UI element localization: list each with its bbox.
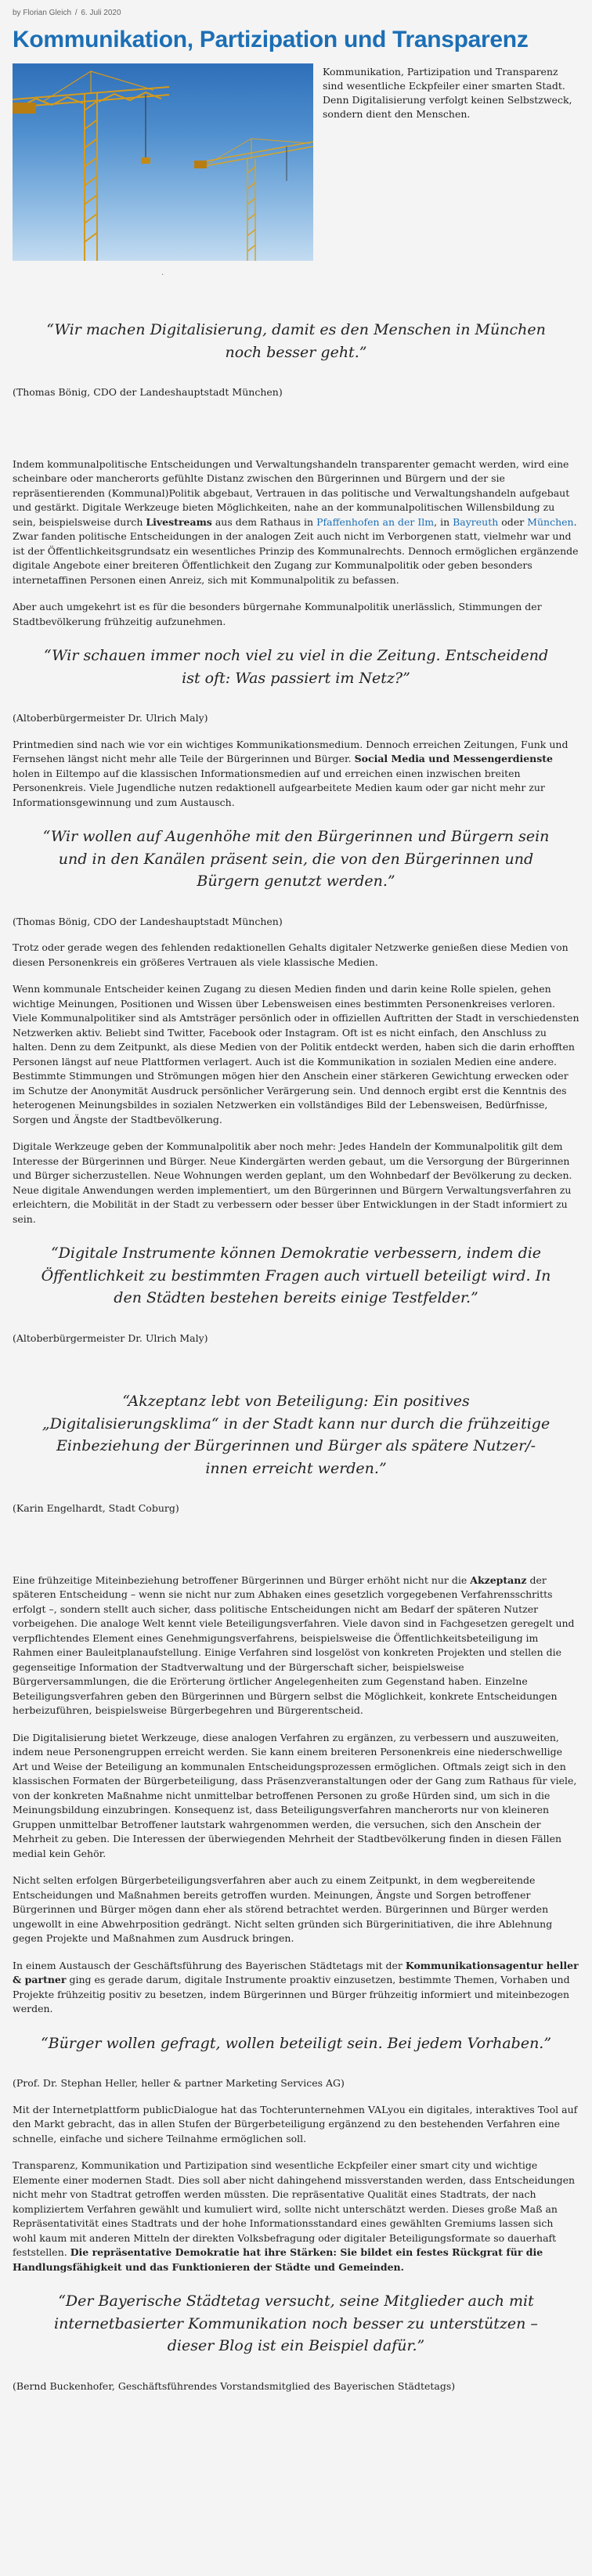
paragraph: Transparenz, Kommunikation und Partizipation sind wesentliche Eckpfeiler einer smart city und wichtige Elemente einer modernen Stadt. Dies soll aber nicht dahingehend missverstanden werden, dass Entscheidungen nicht mehr von Stadtrat getroffen werden müssten. Die repräsentative Qualität eines Stadtrats, der nach kompliziertem Verfahren gewählt und kumuliert wird, sollte nicht unterschätzt werden. Dieses große Maß an Repräsentativität eines Stadtrats und der hohe Informationsstandard eines gewählten Gremiums lassen sich wohl kaum mit anderen Mitteln der direkten Volksbefragung oder digitaler Beteiligungsformate so dauerhaft feststellen. Die repräsentative Demokratie hat ihre Stärken: Sie bildet ein festes Rückgrat für die Handlungsfähigkeit und das Funktionieren der Städte und Gemeinden.	[13, 2159, 576, 2273]
pull-quote: “Bürger wollen gefragt, wollen beteiligt sein. Bei jedem Vorhaben.”	[40, 2034, 552, 2052]
pull-quote: “Akzeptanz lebt von Beteiligung: Ein positives „Digitalisierungsklima“ in der Stadt kann nur durch die frühzeitige Einbeziehung der Bürgerinnen und Bürger als spätere Nutzer/-innen erreicht werden.”	[42, 1393, 550, 1477]
paragraph: Nicht selten erfolgen Bürgerbeteiligungsverfahren aber auch zu einem Zeitpunkt, in dem wegbereitende Entscheidungen und Maßnahmen bereits getroffen wurden. Meinungen, Ängste und Sorgen betroffener Bürgerinnen und Bürger mögen dann eher als störend betrachtet werden. Bürgerinnen und Bürger werden ungewollt in eine Abwehrposition gedrängt. Nicht selten gründen sich Bürgerinitiativen, die ihre Ablehnung gegen Projekte und Maßnahmen zum Ausdruck bringen.	[13, 1874, 553, 1944]
publish-date: 6. Juli 2020	[81, 9, 121, 17]
quote-attribution: (Altoberbürgermeister Dr. Ulrich Maly)	[13, 712, 208, 724]
intro-text: Kommunikation, Partizipation und Transparenz sind wesentliche Eckpfeiler einer smarten Stadt. Denn Digitalisierung verfolgt keinen Selbstzweck, sondern dient den Menschen.	[323, 66, 572, 121]
quote-attribution: (Prof. Dr. Stephan Heller, heller & partner Marketing Services AG)	[13, 2077, 345, 2089]
byline-separator: /	[74, 9, 78, 17]
quote-attribution: (Karin Engelhardt, Stadt Coburg)	[13, 1502, 179, 1514]
quote-attribution: (Bernd Buckenhofer, Geschäftsführendes Vorstandsmitglied des Bayerischen Städtetags)	[13, 2379, 456, 2392]
pull-quote: “Wir machen Digitalisierung, damit es den Menschen in München noch besser geht.”	[46, 321, 546, 361]
quote-attribution: (Altoberbürgermeister Dr. Ulrich Maly)	[13, 1331, 208, 1344]
paragraph: Printmedien sind nach wie vor ein wichtiges Kommunikationsmedium. Dennoch erreichen Zeitungen, Funk und Fernsehen längst nicht mehr alle Teile der Bürgerinnen und Bürger. Social Media und Messengerdienste holen in Eiltempo auf die klassischen Informationsmedien auf und erreichen einen inzwischen breiten Personenkreis. Viele Jugendliche nutzen redaktionell aufgearbeitete Medien kaum oder gar nicht mehr zur Informationsgewinnung und zum Austausch.	[13, 738, 569, 808]
pull-quote: “Digitale Instrumente können Demokratie verbessern, indem die Öffentlichkeit zu bestimmten Fragen auch virtuell beteiligt wird. In den Städten bestehen bereits einige Testfelder.”	[41, 1245, 551, 1306]
paragraph: Digitale Werkzeuge geben der Kommunalpolitik aber noch mehr: Jedes Handeln der Kommunalpolitik gilt dem Interesse der Bürgerinnen und Bürger. Neue Kindergärten werden gebaut, um die Versorgung der Bürgerinnen und Bürger sicherzustellen. Neue Wohnungen werden geplant, um den Wohnbedarf der Bevölkerung zu decken. Neue digitale Anwendungen werden implementiert, um den Bürgerinnen und Bürgern Verwaltungsverfahren zu erleichtern, die Mobilität in der Stadt zu verbessern oder besser über Entwicklungen in der Stadt informiert zu sein.	[13, 1140, 572, 1225]
hero-image	[13, 63, 313, 261]
byline	[13, 0, 579, 17]
pull-quote: “Wir wollen auf Augenhöhe mit den Bürgerinnen und Bürgern sein und in den Kanälen präsent sein, die von den Bürgerinnen und Bürgern genutzt werden.”	[42, 828, 550, 890]
link-muenchen[interactable]: München	[527, 515, 574, 528]
pull-quote: “Der Bayerische Städtetag versucht, seine Mitglieder auch mit internetbasierter Kommunikation noch besser zu unterstützen – dieser Blog ist ein Beispiel dafür.”	[54, 2292, 538, 2354]
paragraph: Die Digitalisierung bietet Werkzeuge, diese analogen Verfahren zu ergänzen, zu verbessern und auszuweiten, indem neue Personengruppen erreicht werden. Sie kann einem breiteren Personenkreis eine niederschwellige Art und Weise der Beteiligung an kommunalen Entscheidungsprozessen ermöglichen. Oftmals zeigt sich in den klassischen Formaten der Bürgerbeteiligung, dass Präsenzveranstaltungen oder der Gang zum Rathaus für viele, von der konkreten Maßnahme nicht unmittelbar betroffenen Personen zu große Hürden sind, um sich in die Meinungsbildung einzubringen. Konsequenz ist, dass Beteiligungsverfahren mancherorts nur von kleineren Gruppen unmittelbar Betroffener lautstark wahrgenommen werden, die versuchen, sich den Anschein der Mehrheit zu geben. Die Interessen der überwiegenden Mehrheit der Stadtbevölkerung finden in diesen Fällen medial kein Gehör.	[13, 1731, 577, 1859]
paragraph: Aber auch umgekehrt ist es für die besonders bürgernahe Kommunalpolitik unerlässlich, Stimmungen der Stadtbevölkerung frühzeitig aufzunehmen.	[13, 601, 542, 627]
page-title: Kommunikation, Partizipation und Transparenz	[13, 27, 529, 52]
article	[13, 0, 579, 2393]
link-pfaffenhofen[interactable]: Pfaffenhofen an der Ilm	[316, 515, 435, 528]
paragraph: Wenn kommunale Entscheider keinen Zugang zu diesen Medien finden und darin keine Rolle spielen, gehen wichtige Meinungen, Positionen und Wissen über Lebensweisen eines bestimmten Personenkreises verloren. Viele Kommunalpolitiker sind als Amtsträger persönlich oder in offiziellen Auftritten der Stadt in verschiedensten Netzwerken aktiv. Beliebt sind Twitter, Facebook oder Instagram. Oft ist es nicht einfach, den Anschluss zu halten. Denn zu dem Zeitpunkt, als diese Medien von der Politik entdeckt werden, haben sich die darin erhofften Personen längst auf neue Plattformen verlagert. Auch ist die Kommunikation in sozialen Medien eine andere. Bestimmte Stimmungen und Strömungen mögen hier den Anschein einer stärkeren Gewichtung erwecken oder im Schutze der Anonymität Ausdruck persönlicher Verärgerung sein. Und dennoch ergibt erst die Kenntnis des heterogenen Meinungsbildes in sozialen Netzwerken ein vollständiges Bild der Lebensweisen, Bedürfnisse, Sorgen und Ängste der Stadtbevölkerung.	[13, 983, 579, 1125]
paragraph: Trotz oder gerade wegen des fehlenden redaktionellen Gehalts digitaler Netzwerke genießen diese Medien von diesen Personenkreis ein größeres Vertrauen als viele klassische Medien.	[13, 941, 569, 968]
quote-attribution: (Thomas Bönig, CDO der Landeshauptstadt München)	[13, 915, 283, 927]
image-caption: .	[161, 269, 164, 277]
pull-quote: “Wir schauen immer noch viel zu viel in die Zeitung. Entscheidend ist oft: Was passiert im Netz?”	[43, 647, 549, 687]
paragraph: Mit der Internetplattform publicDialogue hat das Tochterunternehmen VALyou ein digitales, interaktives Tool auf den Markt gebracht, das in allen Stufen der Bürgerbeteiligung ergänzend zu den bestehenden Verfahren eine schnelle, einfache und sichere Teilnahme ermöglichen soll.	[13, 2103, 578, 2144]
quote-attribution: (Thomas Bönig, CDO der Landeshauptstadt München)	[13, 386, 283, 398]
intro-section	[13, 63, 579, 261]
paragraph: Eine frühzeitige Miteinbeziehung betroffener Bürgerinnen und Bürger erhöht nicht nur die Akzeptanz der späteren Entscheidung – wenn sie nicht nur zum Abhaken eines gesetzlich vorgegebenen Verfahrensschritts erfolgt –, sondern stellt auch sicher, dass politische Entscheidungen nicht am Bedarf der späteren Nutzer vorbeigehen. Die analoge Welt kennt viele Beteiligungsverfahren. Viele davon sind in Fachgesetzen geregelt und verpflichtendes Element eines Genehmigungsverfahrens, beispielsweise die Öffentlichkeitsbeteiligung im Rahmen einer Bauleitplanaufstellung. Einige Verfahren sind losgelöst von konkreten Projekten und stellen die gegenseitige Information der Stadtverwaltung und der Bürgerschaft sicher, beispielsweise Bürgerversammlungen, die die Erörterung örtlicher Angelegenheiten zum Gegenstand haben. Einzelne Beteiligungsverfahren geben den Bürgerinnen und Bürgern selbst die Möglichkeit, konkrete Entscheidungen herbeizuführen, beispielsweise Bürgerbegehren und Bürgerentscheid.	[13, 1573, 575, 1716]
link-bayreuth[interactable]: Bayreuth	[453, 515, 499, 528]
paragraph: Indem kommunalpolitische Entscheidungen und Verwaltungshandeln transparenter gemacht werden, wird eine scheinbare oder mancherorts gefühlte Distanz zwischen den Bürgerinnen und Bürgern und der sie repräsentierenden (Kommunal)Politik abgebaut, Vertrauen in das politische und Verwaltungshandeln aufgebaut und gestärkt. Digitale Werkzeuge bieten Möglichkeiten, nahe an der kommunalpolitischen Willensbildung zu sein, beispielsweise durch Livestreams aus dem Rathaus in Pfaffenhofen an der Ilm, in Bayreuth oder München. Zwar fanden politische Entscheidungen in der analogen Zeit auch nicht im Verborgenen statt, vielmehr war und ist der Öffentlichkeitsgrundsatz ein wesentliches Prinzip des Kommunalrechts. Dennoch ermöglichen ergänzende digitale Angebote einer breiteren Öffentlichkeit den Zugang zur Kommunalpolitik oder geben besonders internetaffinen Personen einen Anreiz, sich mit Kommunalpolitik zu befassen.	[13, 457, 579, 586]
paragraph: In einem Austausch der Geschäftsführung des Bayerischen Städtetags mit der Kommunikationsagentur heller & partner ging es gerade darum, digitale Instrumente proaktiv einzusetzen, bestimmte Themen, Vorhaben und Projekte frühzeitig positiv zu besetzen, indem Bürgerinnen und Bürger frühzeitig informiert und miteinbezogen werden.	[13, 1959, 579, 2014]
crane-illustration	[13, 63, 313, 261]
author-link[interactable]: by Florian Gleich	[13, 9, 72, 17]
